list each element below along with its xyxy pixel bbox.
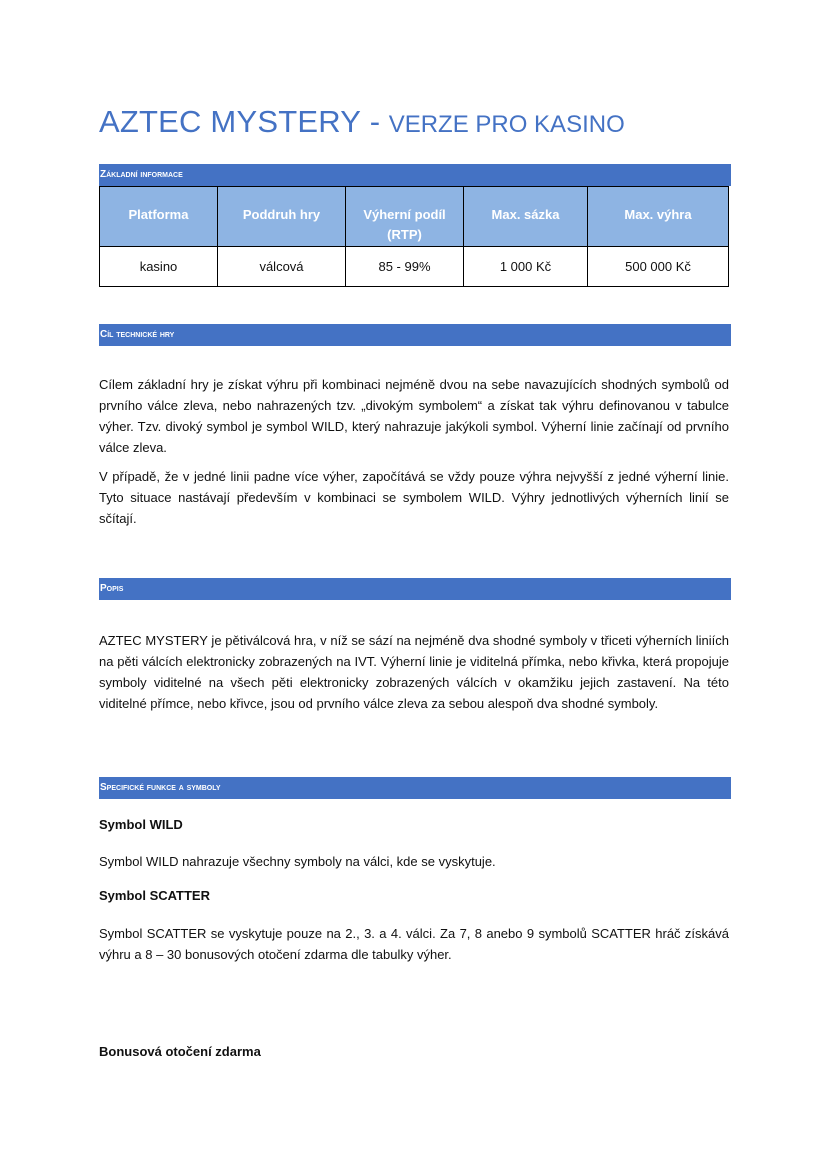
table-cell-max-win: 500 000 Kč <box>588 247 729 287</box>
title-separator: - <box>361 104 389 139</box>
table-header-cell: Max. výhra <box>588 187 729 247</box>
description-paragraph: AZTEC MYSTERY je pětiválcová hra, v níž se sází na nejméně dva shodné symboly v třiceti výherních liniích na pěti válcích elektronicky zobrazených na IVT. Výherní linie je viditelná přímka, nebo křivka, která propojuje symboly viditelné na všech pěti elektronicky zobrazených válcích v okamžiku jejich zastavení. Na této viditelné přímce, nebo křivce, jsou od prvního válce zleva za sebou alespoň dva shodné symboly. <box>99 633 729 711</box>
table-cell-rtp: 85 - 99% <box>346 247 464 287</box>
goal-paragraph-1: Cílem základní hry je získat výhru při kombinaci nejméně dvou na sebe navazujících shodných symbolů od prvního válce zleva, nebo nahrazených tzv. „divokým symbolem“ a získat tak výhru definovanou v tabulce výher. Tzv. divoký symbol je symbol WILD, který nahrazuje jakýkoli symbol. Výherní linie začínají od prvního válce zleva. <box>99 377 729 455</box>
bonus-heading: Bonusová otočení zdarma <box>99 1044 261 1059</box>
section-bar-features: Specifické funkce a symboly <box>99 777 731 799</box>
table-cell-max-bet: 1 000 Kč <box>464 247 588 287</box>
scatter-heading: Symbol SCATTER <box>99 888 210 903</box>
table-header-cell: Výherní podíl (RTP) <box>346 187 464 247</box>
table-header-cell: Platforma <box>100 187 218 247</box>
section-bar-goal: Cíl technické hry <box>99 324 731 346</box>
table-row <box>100 247 729 287</box>
section-bar-basic-info: Základní informace <box>99 164 731 186</box>
table-cell-subtype: válcová <box>218 247 346 287</box>
table-header-cell: Poddruh hry <box>218 187 346 247</box>
document-title <box>99 103 625 140</box>
title-main: AZTEC MYSTERY <box>99 104 362 139</box>
table-cell-platform: kasino <box>100 247 218 287</box>
goal-paragraph-2: V případě, že v jedné linii padne více výher, započítává se vždy pouze výhra nejvyšší z jedné výherní linie. Tyto situace nastávají především v kombinaci se symbolem WILD. Výhry jednotlivých výherních linií se sčítají. <box>99 469 729 526</box>
title-subtitle: VERZE PRO KASINO <box>388 111 625 138</box>
scatter-text: Symbol SCATTER se vyskytuje pouze na 2., 3. a 4. válci. Za 7, 8 anebo 9 symbolů SCATTER hráč získává výhru a 8 – 30 bonusových otočení zdarma dle tabulky výher. <box>99 926 729 962</box>
table-header-row <box>100 187 729 247</box>
section-bar-description: Popis <box>99 578 731 600</box>
wild-heading: Symbol WILD <box>99 817 183 832</box>
wild-text: Symbol WILD nahrazuje všechny symboly na válci, kde se vyskytuje. <box>99 854 496 869</box>
basic-info-table <box>99 186 729 287</box>
table-header-cell: Max. sázka <box>464 187 588 247</box>
